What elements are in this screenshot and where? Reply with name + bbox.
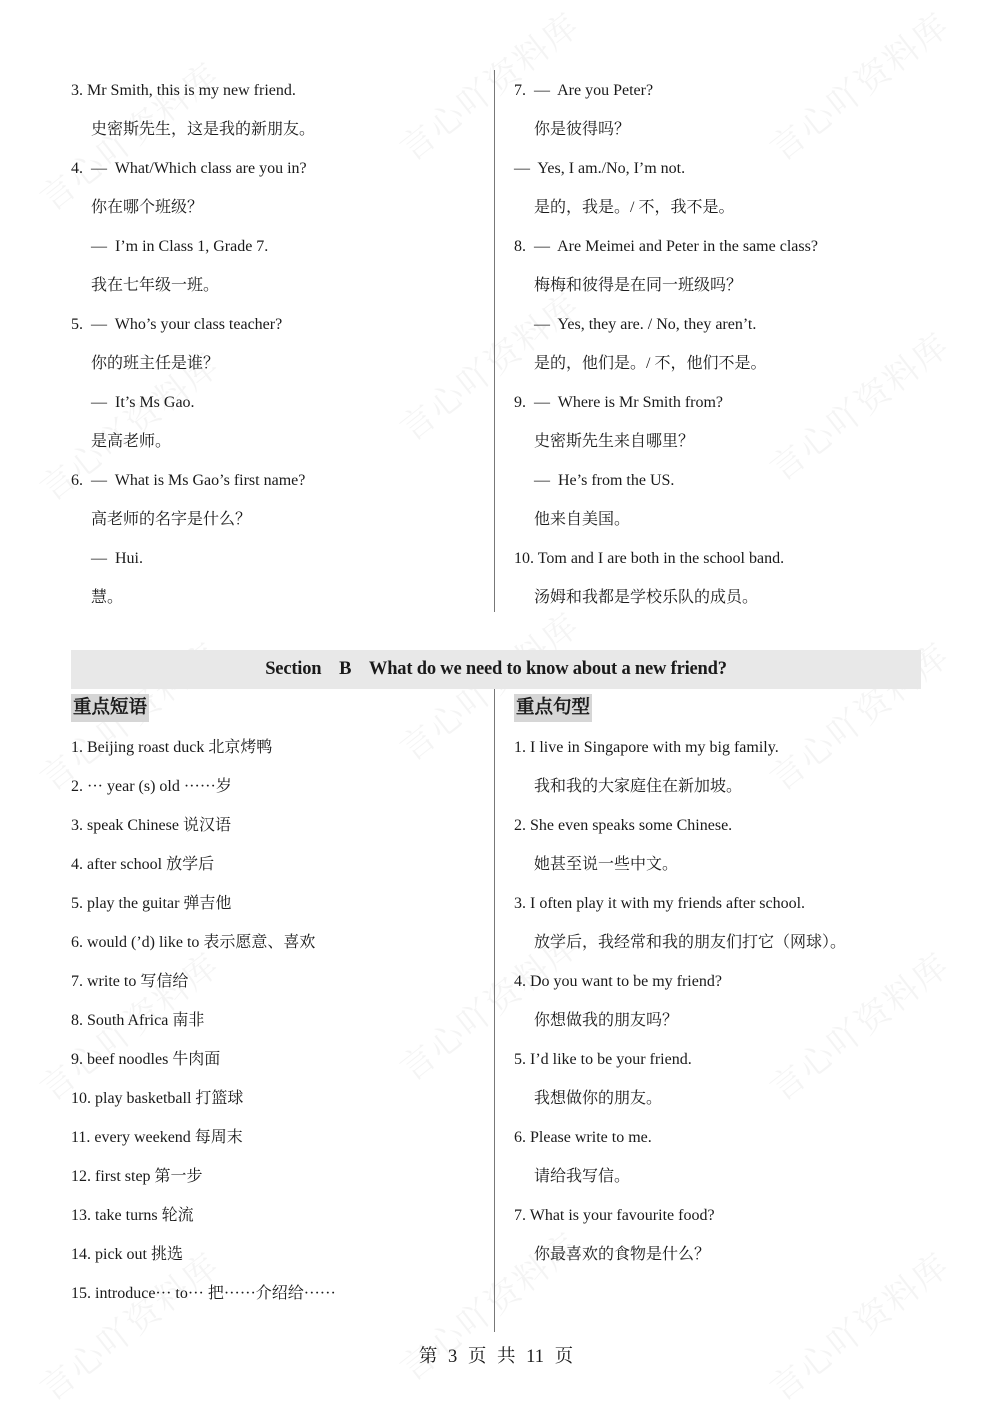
item-4-reply: — I’m in Class 1, Grade 7. (91, 238, 269, 255)
sentence-english: 6. Please write to me. (514, 1129, 652, 1146)
item-4-reply-chinese: 我在七年级一班。 (91, 277, 220, 294)
item-9-reply: — He’s from the US. (534, 472, 675, 489)
phrase-item: 5. play the guitar 弹吉他 (71, 895, 232, 912)
item-8-reply-chinese: 是的，他们是。/ 不，他们不是。 (534, 355, 767, 372)
sentence-english: 1. I live in Singapore with my big family. (514, 739, 779, 756)
item-8-question: 8. — Are Meimei and Peter in the same class? (514, 238, 818, 255)
item-8-question-chinese: 梅梅和彼得是在同一班级吗？ (534, 277, 743, 294)
phrase-item: 3. speak Chinese 说汉语 (71, 817, 231, 834)
sentence-chinese: 你最喜欢的食物是什么？ (534, 1246, 711, 1263)
section-letter: B (339, 659, 352, 679)
item-6-question-chinese: 高老师的名字是什么？ (91, 511, 252, 528)
sentence-chinese: 她甚至说一些中文。 (534, 856, 679, 873)
item-7-reply-chinese: 是的，我是。/ 不，我不是。 (534, 199, 735, 216)
sentence-english: 7. What is your favourite food? (514, 1207, 715, 1224)
page-footer: 第 3 页 共 11 页 (418, 1347, 574, 1367)
item-3-english: 3. Mr Smith, this is my new friend. (71, 82, 296, 99)
phrase-item: 11. every weekend 每周末 (71, 1129, 243, 1146)
item-9-reply-chinese: 他来自美国。 (534, 511, 631, 528)
sentence-chinese: 请给我写信。 (534, 1168, 631, 1185)
item-10-chinese: 汤姆和我都是学校乐队的成员。 (534, 589, 759, 606)
phrase-item: 7. write to 写信给 (71, 973, 189, 990)
item-6-reply-chinese: 慧。 (91, 589, 124, 606)
sentence-english: 2. She even speaks some Chinese. (514, 817, 733, 834)
sentence-chinese: 我和我的大家庭住在新加坡。 (534, 778, 743, 795)
phrase-item: 1. Beijing roast duck 北京烤鸭 (71, 739, 273, 756)
phrase-item: 8. South Africa 南非 (71, 1012, 205, 1029)
phrase-item: 12. first step 第一步 (71, 1168, 203, 1185)
phrase-item: 9. beef noodles 牛肉面 (71, 1051, 221, 1068)
item-5-question-chinese: 你的班主任是谁？ (91, 355, 220, 372)
item-7-question-chinese: 你是彼得吗？ (534, 121, 631, 138)
section-title: What do we need to know about a new friend? (368, 659, 727, 679)
phrase-item: 6. would (’d) like to 表示愿意、喜欢 (71, 934, 316, 951)
phrase-item: 2. ··· year (s) old ······岁 (71, 778, 232, 795)
item-6-question: 6. — What is Ms Gao’s first name? (71, 472, 306, 489)
item-9-question: 9. — Where is Mr Smith from? (514, 394, 724, 411)
item-8-reply: — Yes, they are. / No, they aren’t. (534, 316, 757, 333)
sentence-chinese: 放学后，我经常和我的朋友们打它（网球）。 (534, 934, 847, 951)
item-9-question-chinese: 史密斯先生来自哪里？ (534, 433, 695, 450)
item-5-reply-chinese: 是高老师。 (91, 433, 172, 450)
item-4-question-chinese: 你在哪个班级？ (91, 199, 204, 216)
item-7-question: 7. — Are you Peter? (514, 82, 654, 99)
phrase-item: 13. take turns 轮流 (71, 1207, 194, 1224)
section-header (71, 650, 921, 689)
item-5-question: 5. — Who’s your class teacher? (71, 316, 283, 333)
sentence-english: 3. I often play it with my friends after school. (514, 895, 806, 912)
phrase-item: 10. play basketball 打篮球 (71, 1090, 244, 1107)
sentence-chinese: 你想做我的朋友吗？ (534, 1012, 679, 1029)
sentence-english: 5. I’d like to be your friend. (514, 1051, 692, 1068)
key-sentences-heading: 重点句型 (514, 694, 592, 722)
phrase-item: 4. after school 放学后 (71, 856, 215, 873)
sentence-chinese: 我想做你的朋友。 (534, 1090, 663, 1107)
item-3-chinese: 史密斯先生，这是我的新朋友。 (91, 121, 316, 138)
item-4-question: 4. — What/Which class are you in? (71, 160, 307, 177)
phrase-item: 14. pick out 挑选 (71, 1246, 183, 1263)
section-label: Section (265, 659, 322, 679)
item-6-reply: — Hui. (91, 550, 143, 567)
item-10-english: 10. Tom and I are both in the school band. (514, 550, 785, 567)
phrase-item: 15. introduce··· to··· 把······介绍给······ (71, 1285, 336, 1302)
column-divider-top (494, 70, 495, 612)
key-phrases-heading: 重点短语 (71, 694, 149, 722)
item-5-reply: — It’s Ms Gao. (91, 394, 195, 411)
item-7-reply: — Yes, I am./No, I’m not. (514, 160, 686, 177)
column-divider-bottom (494, 689, 495, 1332)
sentence-english: 4. Do you want to be my friend? (514, 973, 722, 990)
